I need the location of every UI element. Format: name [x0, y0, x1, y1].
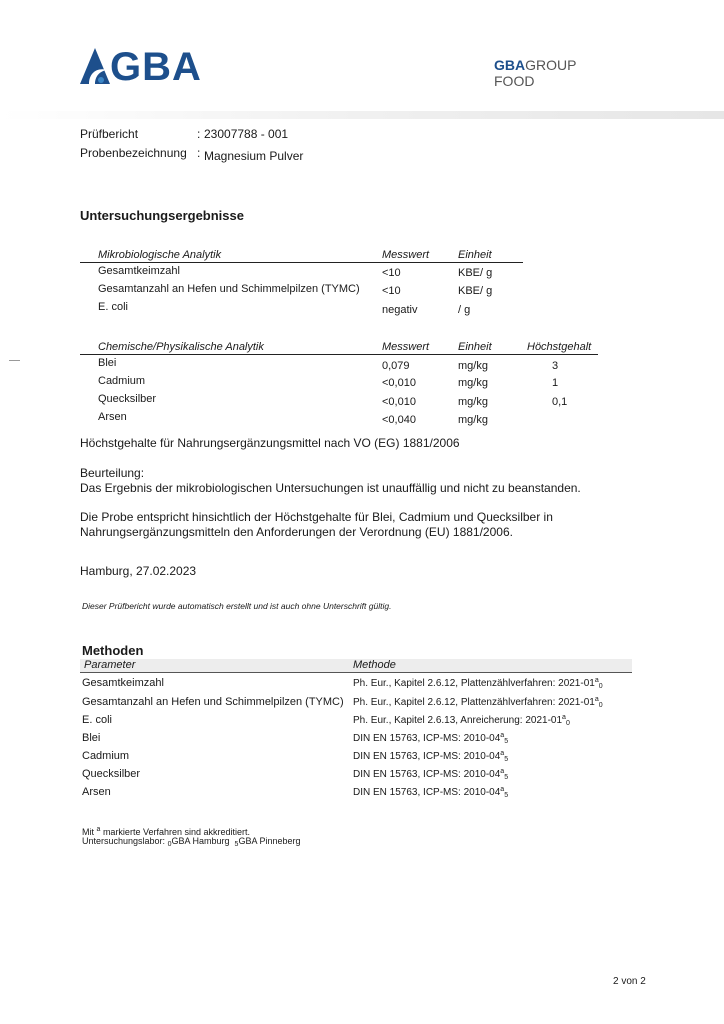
methods-row-method: Ph. Eur., Kapitel 2.6.13, Anreicherung: $2021-01^a_0$ — [353, 714, 570, 727]
table-cell-unit: mg/kg — [458, 414, 488, 426]
table-cell-value: 0,079 — [382, 360, 410, 372]
sample-sep: : — [197, 146, 201, 160]
table-cell-value: <0,040 — [382, 414, 416, 426]
assessment-text-chem-1: Die Probe entspricht hinsichtlich der Höchstgehalte für Blei, Cadmium und Quecksilber in — [80, 510, 553, 524]
table-cell-value: <10 — [382, 285, 401, 297]
table-row: Cadmium — [98, 375, 146, 387]
report-sep: : — [197, 127, 201, 141]
methods-row-method: Ph. Eur., Kapitel 2.6.12, Plattenzählverfahren: $2021-01^a_0$ — [353, 696, 603, 709]
place-date: Hamburg, 27.02.2023 — [80, 564, 197, 578]
chem-header-messwert: Messwert — [382, 341, 430, 353]
methods-row-param: Arsen — [82, 786, 111, 798]
table-row: Blei — [98, 357, 117, 369]
chem-header-hoechstgehalt: Höchstgehalt — [527, 341, 592, 353]
assessment-text-micro: Das Ergebnis der mikrobiologischen Untersuchungen ist unauffällig und nicht zu beanstanden. — [80, 481, 581, 495]
logo-text: GBA — [110, 45, 202, 89]
methods-row-method: DIN EN 15763, ICP-MS: $2010-04^a_5$ — [353, 768, 509, 781]
margin-mark — [9, 360, 20, 361]
report-number: 23007788 - 001 — [204, 127, 289, 141]
micro-header-einheit: Einheit — [458, 249, 492, 261]
sample-label: Probenbezeichnung — [80, 146, 187, 160]
table-row: Arsen — [98, 411, 127, 423]
methods-row-param: E. coli — [82, 714, 112, 726]
assessment-text-chem-2: Nahrungsergänzungsmitteln den Anforderungen der Verordnung (EU) 1881/2006. — [80, 525, 513, 539]
table-cell-max: 0,1 — [552, 396, 568, 408]
methods-row-method: Ph. Eur., Kapitel 2.6.12, Plattenzählverfahren: $2021-01^a_0$ — [353, 677, 603, 690]
report-label: Prüfbericht — [80, 127, 139, 141]
sample-name: Magnesium Pulver — [204, 149, 304, 163]
table-cell-unit: mg/kg — [458, 360, 488, 372]
chem-header-einheit: Einheit — [458, 341, 492, 353]
max-content-note: Höchstgehalte für Nahrungsergänzungsmittel nach VO (EG) 1881/2006 — [80, 436, 460, 450]
micro-header-analytik: Mikrobiologische Analytik — [98, 249, 222, 261]
group-food-label: FOOD — [494, 73, 535, 89]
methods-header-parameter: Parameter — [84, 659, 136, 671]
table-row: Gesamtkeimzahl — [98, 265, 180, 277]
table-row: E. coli — [98, 301, 128, 313]
table-cell-max: 3 — [552, 360, 559, 372]
table-cell-value: <10 — [382, 267, 401, 279]
table-cell-unit: KBE/ g — [458, 267, 493, 279]
gba-logo-mark-icon — [79, 46, 111, 86]
methods-header-methode: Methode — [353, 659, 396, 671]
methods-row-param: Gesamtanzahl an Hefen und Schimmelpilzen (TYMC) — [82, 696, 344, 708]
methods-row-method: DIN EN 15763, ICP-MS: $2010-04^a_5$ — [353, 750, 509, 763]
table-row: Quecksilber — [98, 393, 157, 405]
lab-note: Untersuchungslabor: $_0$GBA Hamburg $_5$GBA Pinneberg — [82, 836, 301, 848]
methods-row-param: Cadmium — [82, 750, 130, 762]
methods-row-param: Quecksilber — [82, 768, 141, 780]
header-band — [0, 111, 724, 119]
table-cell-unit: mg/kg — [458, 396, 488, 408]
methods-row-method: DIN EN 15763, ICP-MS: $2010-04^a_5$ — [353, 786, 509, 799]
results-title: Untersuchungsergebnisse — [80, 208, 244, 223]
group-label: GBAGROUP — [494, 57, 577, 73]
table-cell-value: negativ — [382, 304, 418, 316]
chem-header-rule — [80, 354, 598, 355]
accreditation-note: Mit $^a$ markierte Verfahren sind akkreditiert. — [82, 826, 251, 837]
table-cell-max: 1 — [552, 377, 559, 389]
micro-header-messwert: Messwert — [382, 249, 430, 261]
chem-header-analytik: Chemische/Physikalische Analytik — [98, 341, 264, 353]
assessment-label: Beurteilung: — [80, 466, 145, 480]
auto-generated-note: Dieser Prüfbericht wurde automatisch erstellt und ist auch ohne Unterschrift gültig. — [82, 601, 392, 611]
page-number: 2 von 2 — [613, 976, 646, 987]
methods-row-param: Blei — [82, 732, 101, 744]
table-cell-unit: mg/kg — [458, 377, 488, 389]
micro-header-rule — [80, 262, 523, 263]
methods-row-method: DIN EN 15763, ICP-MS: $2010-04^a_5$ — [353, 732, 509, 745]
table-cell-value: <0,010 — [382, 377, 416, 389]
methods-row-param: Gesamtkeimzahl — [82, 677, 164, 689]
methods-title: Methoden — [82, 643, 144, 658]
table-cell-unit: KBE/ g — [458, 285, 493, 297]
table-row: Gesamtanzahl an Hefen und Schimmelpilzen (TYMC) — [98, 283, 360, 295]
table-cell-unit: / g — [458, 304, 471, 316]
table-cell-value: <0,010 — [382, 396, 416, 408]
